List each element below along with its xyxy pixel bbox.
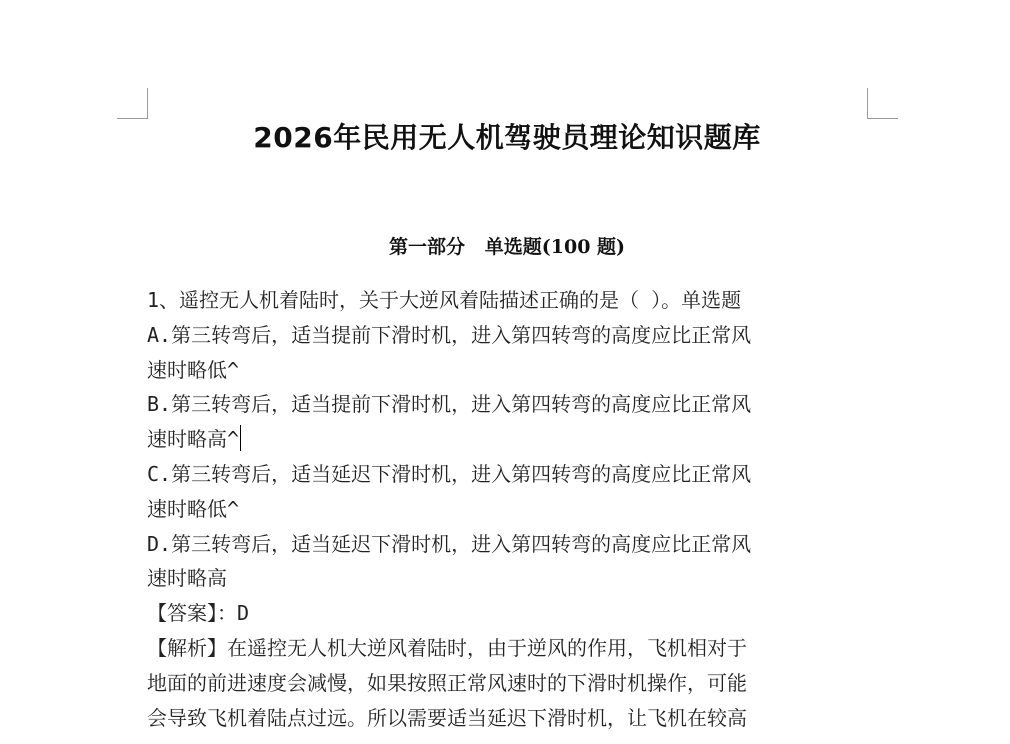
option-a-line-1: A.第三转弯后，适当提前下滑时机，进入第四转弯的高度应比正常风: [147, 322, 752, 347]
question-text: 1、遥控无人机着陆时，关于大逆风着陆描述正确的是（ ）。单选题: [147, 288, 742, 312]
analysis-line-2: 地面的前进速度会减慢，如果按照正常风速时的下滑时机操作，可能: [147, 670, 747, 695]
document-title: 2026年民用无人机驾驶员理论知识题库: [253, 121, 761, 154]
option-d-line-2: 速时略高: [147, 566, 227, 591]
analysis-line-1: 【解析】在遥控无人机大逆风着陆时，由于逆风的作用，飞机相对于: [147, 635, 747, 660]
section-title: 第一部分 单选题(100 题): [388, 236, 626, 258]
text-cursor: [240, 425, 241, 451]
analysis-line-3: 会导致飞机着陆点过远。所以需要适当延迟下滑时机，让飞机在较高: [147, 705, 747, 730]
option-b-line-2: 速时略高^: [147, 427, 240, 452]
margin-corner-top-left: [117, 88, 148, 119]
option-a-line-2: 速时略低^: [147, 357, 240, 382]
option-b-line-1: B.第三转弯后，适当提前下滑时机，进入第四转弯的高度应比正常风: [147, 392, 752, 417]
answer-line: 【答案】：D: [147, 601, 250, 626]
option-b-line-2-row: [147, 422, 852, 457]
option-d-line-1: D.第三转弯后，适当延迟下滑时机，进入第四转弯的高度应比正常风: [147, 531, 752, 556]
document-body[interactable]: [147, 283, 852, 735]
option-c-line-1: C.第三转弯后，适当延迟下滑时机，进入第四转弯的高度应比正常风: [147, 461, 752, 486]
margin-corner-top-right: [867, 88, 898, 119]
option-c-line-2: 速时略低^: [147, 496, 240, 521]
